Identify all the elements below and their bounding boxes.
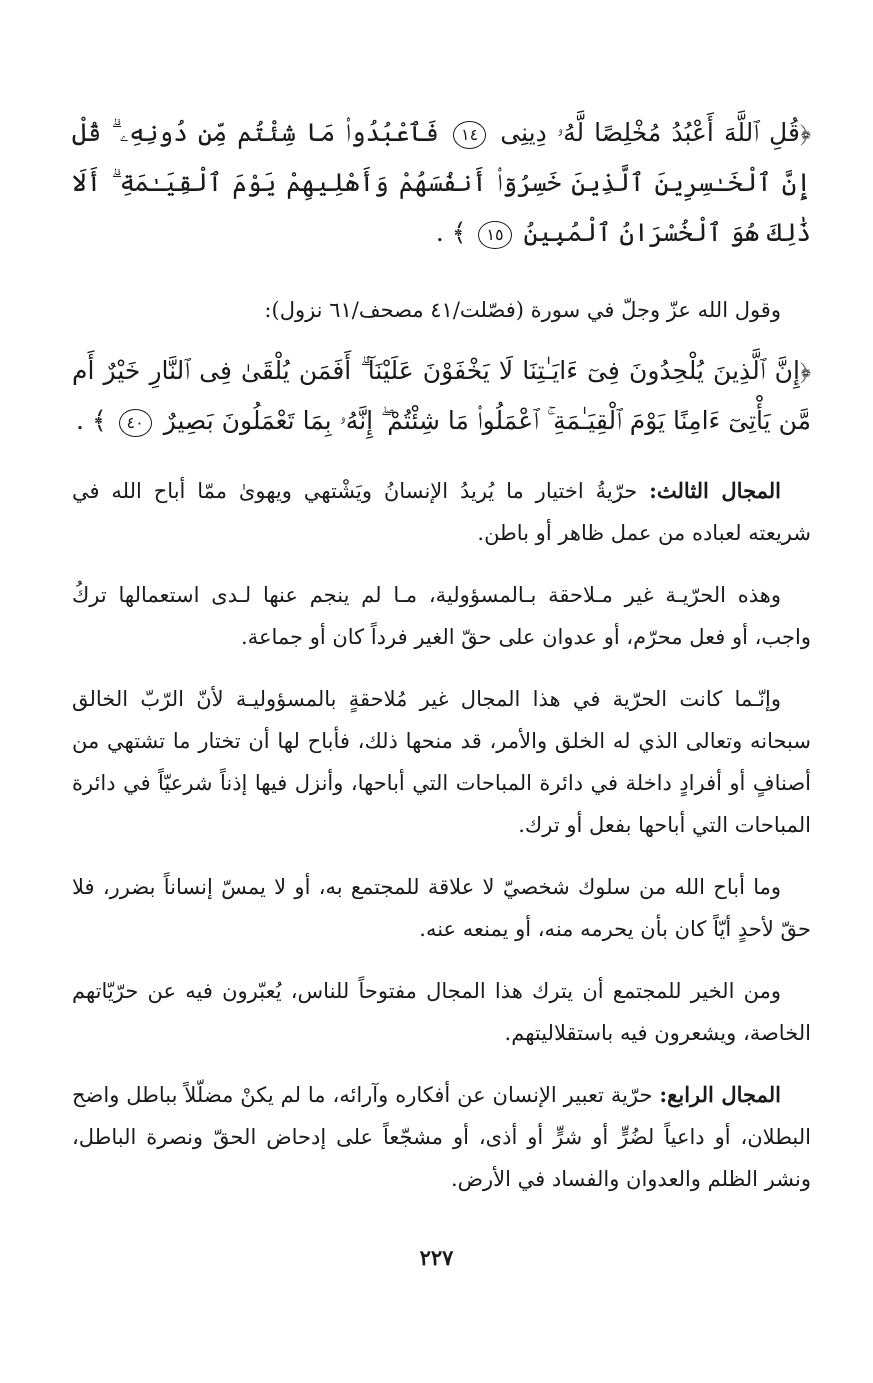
section-heading: المجال الثالث: (649, 478, 781, 503)
paragraph-domain-three (72, 470, 811, 554)
verse-text: فَٱعْبُدُوا۟ مَا شِئْتُم مِّن دُونِهِۦ ۗ قُلْ إِنَّ ٱلْخَـٰسِرِينَ ٱلَّذِينَ خَسِرُوٓا۟ أَنفُسَهُمْ وَأَهْلِيهِمْ يَوْمَ ٱلْقِيَـٰمَةِ ۗ أَلَا ذَٰلِكَ هُوَ ٱلْخُسْرَانُ ٱلْمُبِينُ (72, 118, 811, 247)
quran-verse-fussilat (72, 346, 811, 446)
paragraph (72, 866, 811, 950)
verse-introduction: وقول الله عزّ وجلّ في سورة (فصّلت/٤١ مصحف/٦١ نزول): (264, 298, 781, 322)
ayah-number-mark: ٤٠ (119, 409, 152, 437)
page-number: ٢٢٧ (419, 1245, 454, 1270)
paragraph-text: ومن الخير للمجتمع أن يترك هذا المجال مفتوحاً للناس، يُعبّرون فيه عن حرّيّاتهم الخاصة، ويشعرون فيه باستقلاليتهم. (72, 979, 811, 1045)
quran-verse-zumar (72, 108, 811, 258)
paragraph-domain-four (72, 1074, 811, 1200)
verse-text: ﴿قُلِ ٱللَّهَ أَعْبُدُ مُخْلِصًا لَّهُۥ دِينِى (500, 118, 811, 147)
paragraph-text: حرّية تعبير الإنسان عن أفكاره وآرائه، ما لم يكنْ مضلّلاً بباطل واضح البطلان، أو داعياً لضُرٍّ أو شرٍّ أو أذى، أو مشجّعاً على إدحاض الحقّ ونصرة الباطل، ونشر الظلم والعدوان والفساد في الأرض. (72, 1083, 811, 1191)
paragraph-text: حرّيةُ اختيار ما يُريدُ الإنسانُ ويَشْتهي ويهوىٰ ممّا أباح الله في شريعته لعباده من عمل ظاهر أو باطن. (72, 479, 811, 545)
verse-text: ﴿إِنَّ ٱلَّذِينَ يُلْحِدُونَ فِىٓ ءَايَـٰتِنَا لَا يَخْفَوْنَ عَلَيْنَآ ۗ أَفَمَن يُلْقَىٰ فِى ٱلنَّارِ خَيْرٌ أَم مَّن يَأْتِىٓ ءَامِنًا يَوْمَ ٱلْقِيَـٰمَةِ ۚ ٱعْمَلُوا۟ مَا شِئْتُمْ ۖ إِنَّهُۥ بِمَا تَعْمَلُونَ بَصِيرٌ (72, 356, 811, 435)
verse-end: ﴾ . (76, 406, 107, 435)
ayah-number-mark: ١٤ (453, 121, 486, 149)
paragraph-text: وإنّـما كانت الحرّية في هذا المجال غير مُلاحقةٍ بالمسؤوليـة لأنّ الرّبّ الخالق سبحانه وتعالى الذي له الخلق والأمر، قد منحها ذلك، فأباح لها أن تختار ما تشتهي من أصنافٍ أو أفرادٍ داخلة في دائرة المباحات التي أباحها، وأنزل فيها إذناً شرعيّاً في دائرة المباحات التي أباحها بفعل أو ترك. (72, 687, 811, 837)
paragraph (72, 970, 811, 1054)
verse-end: ﴾ . (435, 218, 467, 247)
paragraph (72, 574, 811, 658)
section-heading: المجال الرابع: (659, 1082, 781, 1107)
paragraph-text: وهذه الحرّيـة غير مـلاحقة بـالمسؤولية، مـا لم ينجم عنها لـدى استعمالها تركُ واجب، أو فعل محرّم، أو عدوان على حقّ الغير فرداً كان أو جماعة. (72, 583, 811, 649)
paragraph-text: وما أباح الله من سلوك شخصيّ لا علاقة للمجتمع به، أو لا يمسّ إنساناً بضرر، فلا حقّ لأحدٍ أيّاً كان بأن يحرمه منه، أو يمنعه عنه. (72, 875, 811, 941)
ayah-number-mark: ١٥ (478, 221, 511, 249)
paragraph (72, 678, 811, 846)
